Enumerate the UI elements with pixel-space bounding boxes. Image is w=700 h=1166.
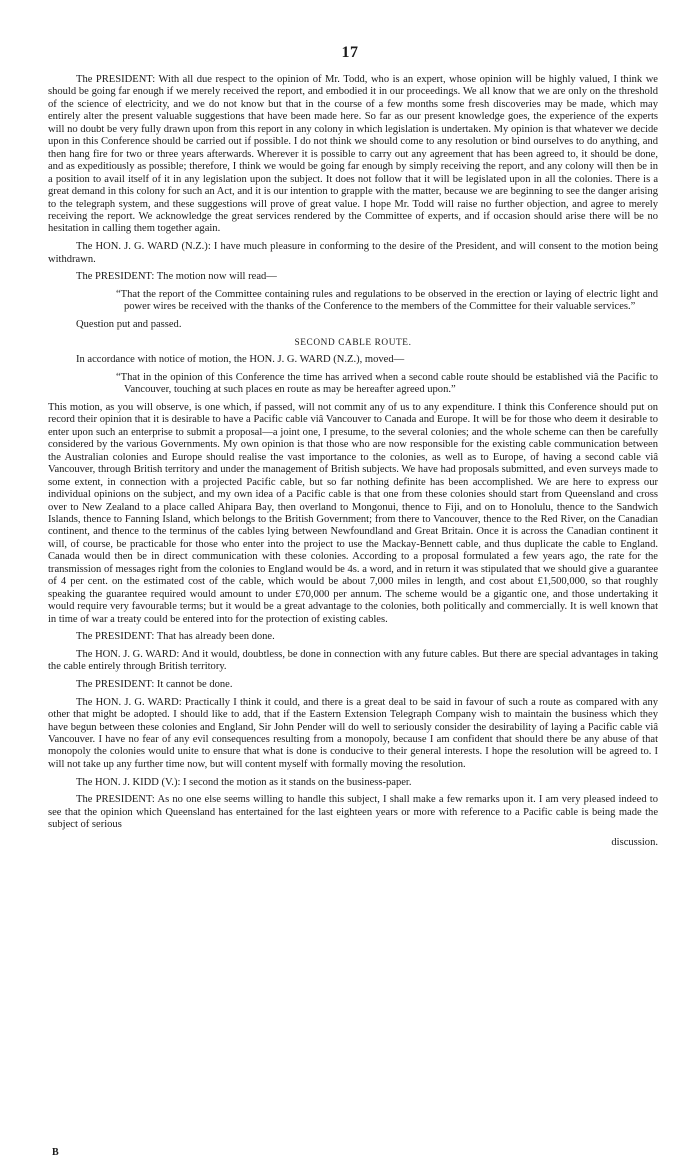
paragraph-president-cannot: The PRESIDENT: It cannot be done. (76, 679, 233, 690)
paragraph-president-remarks: The PRESIDENT: With all due respect to the opinion of Mr. Todd, who is an expert, whose opinion will be highly valued, I think we should be going far enough if we merely received the report, and embodied it in our proceedings. We all know that we are only on the threshold of the science of electricity, and we do not know but that in the course of a few months some fresh discoveries may be made, which may entirely alter the present valuable suggestions that have been made here. So far as our present knowledge goes, the experience of the experts will no doubt be very fully drawn upon from this report in any colony in which legislation is undertaken. My opinion is that whatever we decide upon in this Conference should be carried out if possible. I do not think we should come to any resolution or bind ourselves to do anything, and then hang fire for two or three years afterwards. Wherever it is possible to carry out any agreement that has been agreed to, it should be done, and as expeditiously as possible; therefore, I think we would be going far enough by simply receiving the report, and any colony will then be in a position to avail itself of it in any legislation upon the subject. It does not follow that it will be legislated upon in all the colonies. There is a great demand in this colony for such an Act, and it is our intention to grapple with the matter, because we are beginning to see the danger arising to the telegraph system, and these suggestions will prove of great value. I hope Mr. Todd will raise no further objection, and agree to merely receiving the report. We acknowledge the great services rendered by the Committee of experts, and if occasion should arise there will be no hesitation in calling them together again. (48, 74, 658, 235)
page-number: 17 (341, 44, 359, 61)
signature-mark: B (52, 1147, 59, 1158)
paragraph-ward-consent: The HON. J. G. WARD (N.Z.): I have much pleasure in conforming to the desire of the President, and will consent to the motion being withdrawn. (48, 241, 658, 265)
document-body (48, 74, 658, 854)
section-title-second-cable-route: SECOND CABLE ROUTE. (294, 337, 412, 348)
paragraph-kidd-second: The HON. J. KIDD (V.): I second the motion as it stands on the business-paper. (76, 776, 412, 788)
paragraph-ward-speech: This motion, as you will observe, is one which, if passed, will not commit any of us to any expenditure. I think this Conference should put on record their opinion that it is desirable to have a Pacific cable viâ Vancouver to Canada and Europe. It will be for those who deem it desirable to enter upon such an enterprise to submit a proposal—a joint one, I presume, to the several colonies; and the whole scheme can then be carefully considered by the various Governments. My own opinion is that those who are now responsible for the existing cable communication between the Australian colonies and Europe should realise the vast importance to the colonies, as well as to Europe, of having a second cable viâ Vancouver, through British territory and under the management of British subjects. We have had proposals submitted, and even surveys made to some extent, in connection with a projected Pacific cable, but so far nothing definite has been accomplished. We are here to express our individual opinions on the subject, and my own idea of a Pacific cable is that one from these colonies should start from Queensland and cross over to New Zealand to a place called Ahipara Bay, then overland to Mongonui, thence to Fiji, and on to Honolulu, thence to the Sandwich Islands, thence to Fanning Island, which belongs to the British Government; from there to Vancouver, thence to the Red River, on the Canadian continent, and thence to the terminus of the cables lying between Newfoundland and Great Britain. Once it is across the Canadian continent it will, of course, be practicable for those who enter into the project to use the Mackay-Bennett cable, and thus duplicate the cable to England. Canada would then be in direct communication with these colonies. According to a proposal formulated a few years ago, the rate for the transmission of messages right from the colonies to England would be 4s. a word, and in return it was stipulated that we should give a guarantee of 4 per cent. on the estimated cost of the cable, which would be about 7,000 miles in length, and cost about £1,500,000, so that roughly speaking the guarantee required would amount to under £70,000 per annum. The scheme would be a gigantic one, and those undertaking it would require very favourable terms; but it would be a great advantage to the colonies, both politically and commercially. It is well known that in time of war a treaty could be entered into for the protection of existing cables. (48, 401, 658, 625)
paragraph-closing-word: discussion. (611, 836, 658, 848)
paragraph-president-remarks-queensland: The PRESIDENT: As no one else seems willing to handle this subject, I shall make a few remarks upon it. I am very pleased indeed to see that the opinion which Queensland has entertained for the last eighteen years or more with reference to a Pacific cable is being made the subject of serious (48, 794, 658, 831)
quoted-motion-pacific-cable: “That in the opinion of this Conference the time has arrived when a second cable route should be established viâ the Pacific to Vancouver, touching at such places en route as may be hereafter agreed upon.” (116, 371, 658, 396)
paragraph-president-already-done: The PRESIDENT: That has already been done. (76, 631, 275, 643)
paragraph-ward-practically: The HON. J. G. WARD: Practically I think it could, and there is a great deal to be said in favour of such a route as compared with any other that might be adopted. I should like to add, that if the Eastern Extension Telegraph Company wish to maintain the business which they have begun between these colonies and England, Sir John Pender will do well to seriously consider the desirability of laying a Pacific cable viâ Vancouver. I have no fear of any evil consequences resulting from a monopoly, because I am confident that should there be any abuse of that monopoly the colonies would unite to ensure that what is done is conducive to their general interests. I hope the resolution will be agreed to. I will not take up any further time now, but will content myself with formally moving the resolution. (48, 696, 658, 770)
paragraph-ward-future-cables: The HON. J. G. WARD: And it would, doubtless, be done in connection with any future cables. But there are special advantages in taking the cable entirely through British territory. (48, 648, 658, 673)
quoted-motion-committee-report: “That the report of the Committee containing rules and regulations to be observed in the erection or laying of electric light and power wires be received with the thanks of the Conference to the members of the Committee for their valuable services.” (116, 288, 658, 313)
paragraph-question-passed: Question put and passed. (76, 318, 182, 330)
paragraph-president-motion-read: The PRESIDENT: The motion now will read— (76, 271, 277, 283)
paragraph-ward-moved: In accordance with notice of motion, the HON. J. G. WARD (N.Z.), moved— (76, 354, 405, 366)
